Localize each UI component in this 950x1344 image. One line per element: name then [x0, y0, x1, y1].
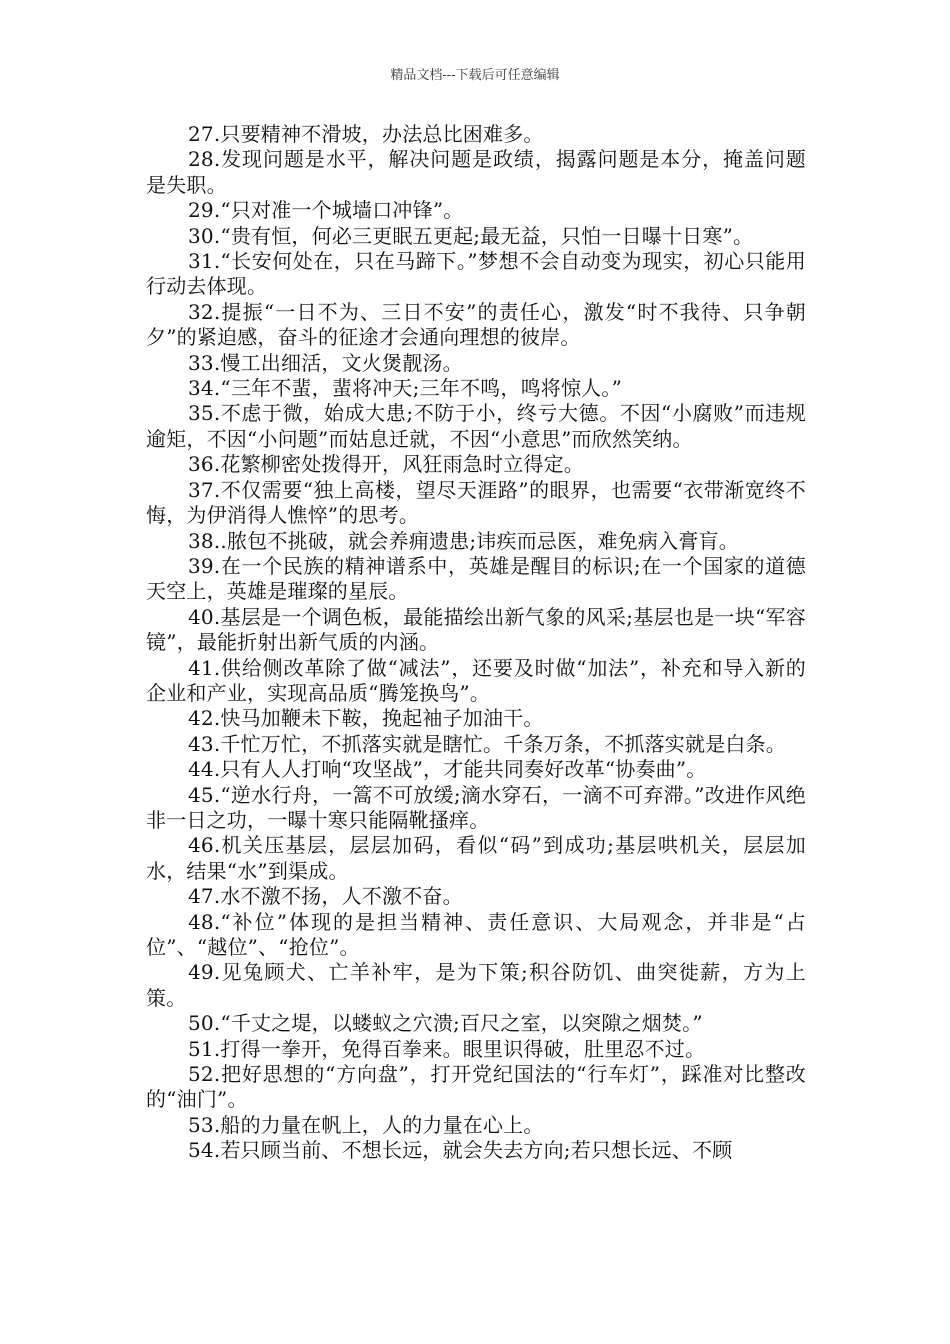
list-item: 38..脓包不挑破，就会养痈遗患;讳疾而忌医，难免病入膏肓。	[188, 528, 739, 553]
list-item: 28.发现问题是水平，解决问题是政绩，揭露问题是本分，掩盖问题是失职。	[146, 147, 806, 197]
list-item: 30.“贵有恒，何必三更眠五更起;最无益，只怕一日曝十日寒”。	[188, 223, 754, 248]
list-item: 37.不仅需要“独上高楼，望尽天涯路”的眼界，也需要“衣带渐宽终不悔，为伊消得人憔悴”的思考。	[146, 477, 806, 528]
list-item: 35.不虑于微，始成大患;不防于小，终亏大德。不因“小腐败”而违规逾矩，不因“小问题”而姑息迁就，不因“小意思”而欣然笑纳。	[146, 401, 806, 451]
list-item: 53.船的力量在帆上，人的力量在心上。	[188, 1112, 544, 1137]
document-body	[146, 122, 806, 1164]
list-item: 31.“长安何处在，只在马蹄下。”梦想不会自动变为现实，初心只能用行动去体现。	[146, 249, 806, 299]
list-item: 27.只要精神不滑坡，办法总比困难多。	[188, 122, 544, 146]
list-item: 54.若只顾当前、不想长远，就会失去方向;若只想长远、不顾	[188, 1138, 733, 1163]
list-item: 42.快马加鞭未下鞍，挽起袖子加油干。	[188, 706, 544, 731]
list-item: 40.基层是一个调色板，最能描绘出新气象的风采;基层也是一块“军容镜”，最能折射出新气质的内涵。	[146, 604, 806, 655]
page-header: 精品文档---下载后可任意编辑	[390, 68, 560, 83]
list-item: 45.“逆水行舟，一篙不可放缓;滴水穿石，一滴不可弃滞。”改进作风绝非一日之功，一曝十寒只能隔靴搔痒。	[146, 782, 806, 832]
list-item: 46.机关压基层，层层加码，看似“码”到成功;基层哄机关，层层加水，结果“水”到渠成。	[146, 833, 806, 883]
list-item: 50.“千丈之堤，以蝼蚁之穴溃;百尺之室，以突隙之烟焚。”	[188, 1011, 703, 1036]
list-item: 34.“三年不蜚，蜚将冲天;三年不鸣，鸣将惊人。”	[188, 376, 622, 401]
list-item: 32.提振“一日不为、三日不安”的责任心，激发“时不我待、只争朝夕”的紧迫感，奋斗的征途才会通向理想的彼岸。	[146, 299, 806, 350]
list-item: 51.打得一拳开，免得百拳来。眼里识得破，肚里忍不过。	[188, 1036, 706, 1061]
list-item: 41.供给侧改革除了做“减法”，还要及时做“加法”，补充和导入新的企业和产业，实现高品质“腾笼换鸟”。	[146, 655, 806, 705]
list-item: 29.“只对准一个城墙口冲锋”。	[188, 198, 464, 223]
list-item: 33.慢工出细活，文火煲靓汤。	[188, 350, 463, 375]
list-item: 44.只有人人打响“攻坚战”，才能共同奏好改革“协奏曲”。	[188, 757, 707, 782]
list-item: 52.把好思想的“方向盘”，打开党纪国法的“行车灯”，踩准对比整改的“油门”。	[146, 1062, 806, 1112]
list-item: 43.千忙万忙，不抓落实就是瞎忙。千条万条，不抓落实就是白条。	[188, 731, 787, 756]
list-item: 47.水不激不扬，人不激不奋。	[188, 884, 463, 909]
list-item: 48.“补位”体现的是担当精神、责任意识、大局观念，并非是“占位”、“越位”、“抢位”。	[146, 909, 806, 959]
list-item: 39.在一个民族的精神谱系中，英雄是醒目的标识;在一个国家的道德天空上，英雄是璀璨的星辰。	[146, 553, 806, 604]
list-item: 36.花繁柳密处拨得开，风狂雨急时立得定。	[188, 452, 585, 477]
list-item: 49.见兔顾犬、亡羊补牢，是为下策;积谷防饥、曲突徙薪，方为上策。	[146, 960, 806, 1010]
